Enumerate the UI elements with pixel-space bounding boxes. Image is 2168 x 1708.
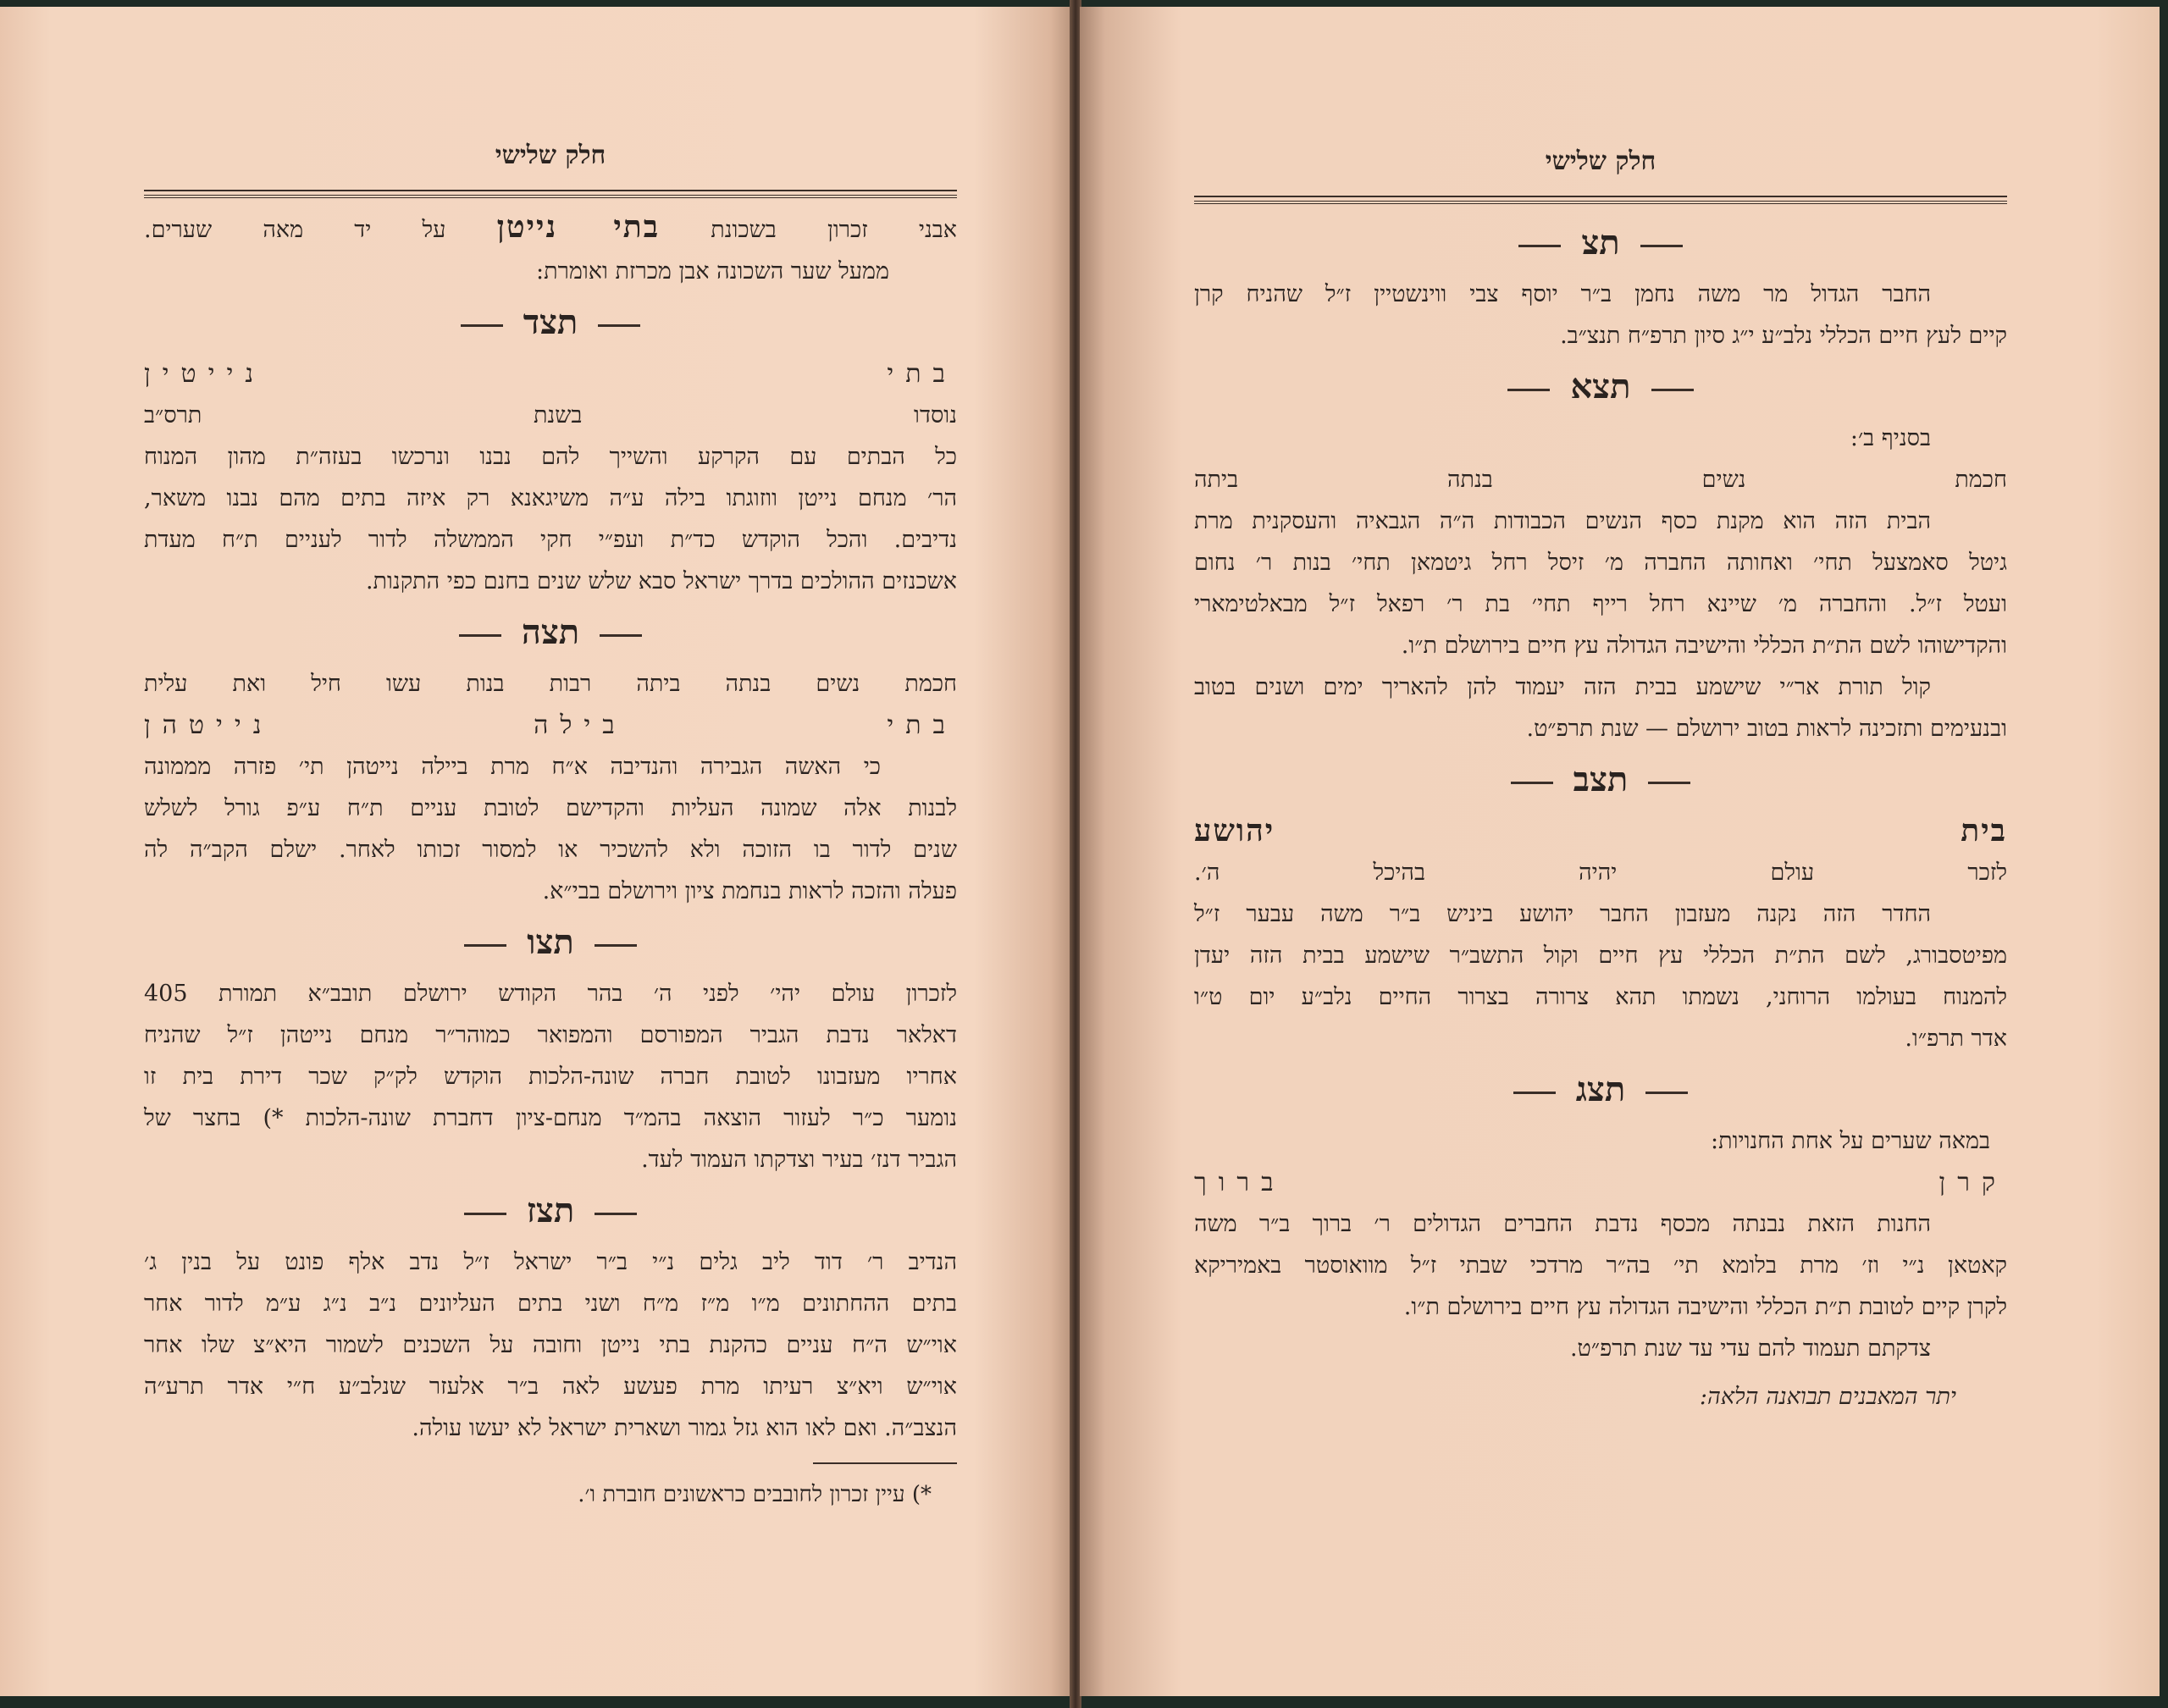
text-line: אחריו מעזבונו לטובת חברה שונה-הלכות הוקדש לק״ק שכר דירת בית זו — [144, 1064, 957, 1090]
text-line: אשכנזים ההולכים בדרך ישראל סבא שלש שנים בחנם כפי התקנות. — [365, 568, 957, 594]
section-subtitle: לזכר עולם יהיה בהיכל ה׳. — [1194, 860, 2007, 886]
section-number: תצז — [526, 1191, 575, 1230]
text-line: הבית הזה הוא מקנת כסף הנשים הכבודות ה״ה הגבאיה והעסקנית מרת — [1194, 508, 1931, 534]
text-line: צדקתם תעמוד להם עדי עד שנת תרפ״ט. — [1569, 1335, 1931, 1362]
text-line: שנים לדור בו הזוכה ולא להשכיר או למסור זכותו לאחר. ישלם הקב״ה לה — [144, 837, 957, 863]
text-line: בתים ההחתונים מ״ו מ״ז מ״ח ושני בתים העליונים נ״ב נ״ג ע״מ לדור אחר — [144, 1291, 957, 1317]
section-heading — [144, 602, 957, 663]
text-line: לבנות אלה שמונה העליות והקדישם לטובת עניים ת״ח ע״פ גורל לשלש — [144, 795, 957, 821]
text-line: אדר תרפ״ו. — [1905, 1025, 2007, 1052]
section-number: תצא — [1570, 367, 1631, 406]
left-page — [0, 7, 1071, 1696]
section-title: בית יהושע — [1194, 813, 2007, 848]
text-line: כי האשה הגבירה והנדיבה א״ח מרת ביילה נייטהן תי׳ פזרה מממונה — [144, 754, 881, 780]
section-intro: בסניף ב׳: — [1850, 425, 1931, 451]
text-line: נדיבים. והכל הוקדש כד״ת ועפ״י חקי הממשלה לדור לעניים ת״ח מעדת — [144, 527, 957, 553]
intro-name: בתי נייטן — [496, 209, 661, 245]
text-line: גיטל סאמצעל תחי׳ ואחותה החברה מ׳ זיסל רחל גיטמאן תחי׳ בנות ר׳ נחום — [1194, 550, 2007, 576]
text-line: והקדישוהו לשם הת״ת הכללי והישיבה הגדולה עץ חיים בירושלם ת״ו. — [1401, 633, 2007, 659]
text-line: ועטל ז״ל. והחברה מ׳ שיינא רחל רייף תחי׳ בת ר׳ רפאל ז״ל מבאלטימארי — [1194, 591, 2007, 617]
text-line: הגביר דנז׳ בעיר וצדקתו העמוד לעד. — [641, 1147, 957, 1173]
text-line: לקרן קיים לטובת ת״ת הכללי והישיבה הגדולה עץ חיים בירושלם ת״ו. — [1403, 1294, 2007, 1320]
section-name: בתי נייטין — [144, 359, 957, 389]
section-number: תצ — [1581, 223, 1620, 263]
text-line: הנצב״ה. ואם לאו הוא גזל גמור ושארית ישראל לא יעשו עולה. — [412, 1415, 957, 1441]
left-column — [144, 132, 957, 1516]
section-name: קרן ברוך — [1194, 1168, 2007, 1197]
footnote-rule — [813, 1462, 957, 1464]
text-line: אוי״ש ויא״צ רעיתו מרת פעשע לאה ב״ר אלעזר שנלב״ע ח״י אדר תרע״ה — [144, 1374, 957, 1400]
page-header: חלק שלישי — [495, 141, 606, 170]
right-page — [1080, 7, 2160, 1696]
text-line: נומער כ״ר לעזור הוצאה בהמ״ד מנחם-ציון דחברת שונה-הלכות *) בחצר של — [144, 1105, 957, 1131]
text-line: להמנוח בעולמו הרוחני, נשמתו תהא צרורה בצרור החיים נלב״ע יום ט״ו — [1194, 984, 2008, 1010]
intro-line — [144, 207, 957, 251]
page-header: חלק שלישי — [1545, 146, 1656, 176]
section-heading — [144, 292, 957, 353]
section-heading — [144, 1180, 957, 1241]
text-line: כל הבתים עם הקרקע והשייך להם נבנו ונרכשו בעזה״ת מהון המנוח — [144, 444, 957, 470]
section-number: תצג — [1575, 1070, 1626, 1109]
text-line: הנדיב ר׳ דוד ליב גלים נ״י ב״ר ישראל ז״ל נדב אלף פונט על בנין ג׳ — [144, 1249, 957, 1275]
section-number: תצב — [1573, 760, 1629, 799]
section-heading — [1194, 213, 2007, 274]
text-line: דאלאר נדבת הגביר המפורסם והמפואר כמוהר״ר מנחם נייטהן ז״ל שהניח — [144, 1022, 957, 1048]
text-line: פעלה והזכה לראות בנחמת ציון וירושלם בבי״א. — [542, 878, 957, 904]
handwritten-note: יתר המאבנים תבואנה הלאה: — [1699, 1384, 1956, 1410]
header-rule — [1194, 194, 2007, 207]
section-heading — [144, 912, 957, 973]
text-line: החדר הזה נקנה מעזבון החבר יהושע ביניש ב״ר משה עבער ז״ל — [1194, 901, 1931, 927]
section-heading — [1194, 357, 2007, 417]
text-line: קאטאן נ״י וז׳ מרת בלומא תי׳ בה״ר מרדכי שבתי ז״ל מוואוסטר באמיריקא — [1194, 1252, 2007, 1279]
section-number: תצו — [527, 922, 574, 962]
text-line: ובנעימים ותזכינה לראות בטוב ירושלם — שנת תרפ״ט. — [1526, 716, 2007, 742]
intro-text: אבני זכרון בשכונת — [711, 217, 957, 243]
intro-line-2: ממעל שער השכונה אבן מכרזת ואומרת: — [536, 258, 889, 285]
section-intro: במאה שערים על אחת החנויות: — [1711, 1128, 1990, 1154]
text-line: מפיטסבורג, לשם הת״ת הכללי עץ חיים וקול התשב״ר שישמע בבית הזה יעדן — [1194, 942, 2007, 969]
section-heading — [1194, 1059, 2007, 1120]
section-heading — [1194, 749, 2007, 810]
header-rule — [144, 188, 957, 202]
text-line: החבר הגדול מר משה נחמן ב״ר יוסף צבי ווינשטיין ז״ל שהניח קרן — [1194, 281, 1931, 307]
section-number: תצד — [523, 302, 578, 342]
text-line: לזכרון עולם יהי׳ לפני ה׳ בהר הקודש ירושלם תובב״א תמורת 405 — [144, 981, 957, 1007]
text-line: קיים לעץ חיים הכללי נלב״ע י״ג סיון תרפ״ח תנצ״ב. — [1560, 323, 2007, 349]
section-title: חכמת נשים בנתה ביתה — [1194, 467, 2007, 493]
text-line: החנות הזאת נבנתה מכסף נדבת החברים הגדולים ר׳ ברוך ב״ר משה — [1194, 1211, 1931, 1237]
text-line: הר׳ מנחם נייטן ווזוגתו בילה ע״ה משיגאנא רק איזה בתים מהם נבנו משאר, — [144, 485, 957, 511]
text-line: אוי״ש ה״ח עניים כהקנת בתי נייטן וחובה על השכנים לשמור היא״צ שלו אחר — [144, 1332, 957, 1358]
footnote: *) עיין זכרון לחובבים כראשונים חוברת ו׳. — [578, 1482, 932, 1507]
section-intro: חכמת נשים בנתה ביתה רבות בנות עשו חיל ואת עלית — [144, 671, 957, 697]
section-name: בתי בילה נייטהן — [144, 710, 957, 740]
text-line: קול תורת אר״י שישמע בבית הזה יעמוד להן להאריך ימים ושנים בטוב — [1194, 674, 1931, 700]
section-number: תצה — [521, 612, 580, 652]
right-column — [1194, 138, 2007, 1418]
section-subtitle: נוסדו בשנת תרס״ב — [144, 402, 957, 428]
intro-text-end: על יד מאה שערים. — [144, 217, 446, 243]
